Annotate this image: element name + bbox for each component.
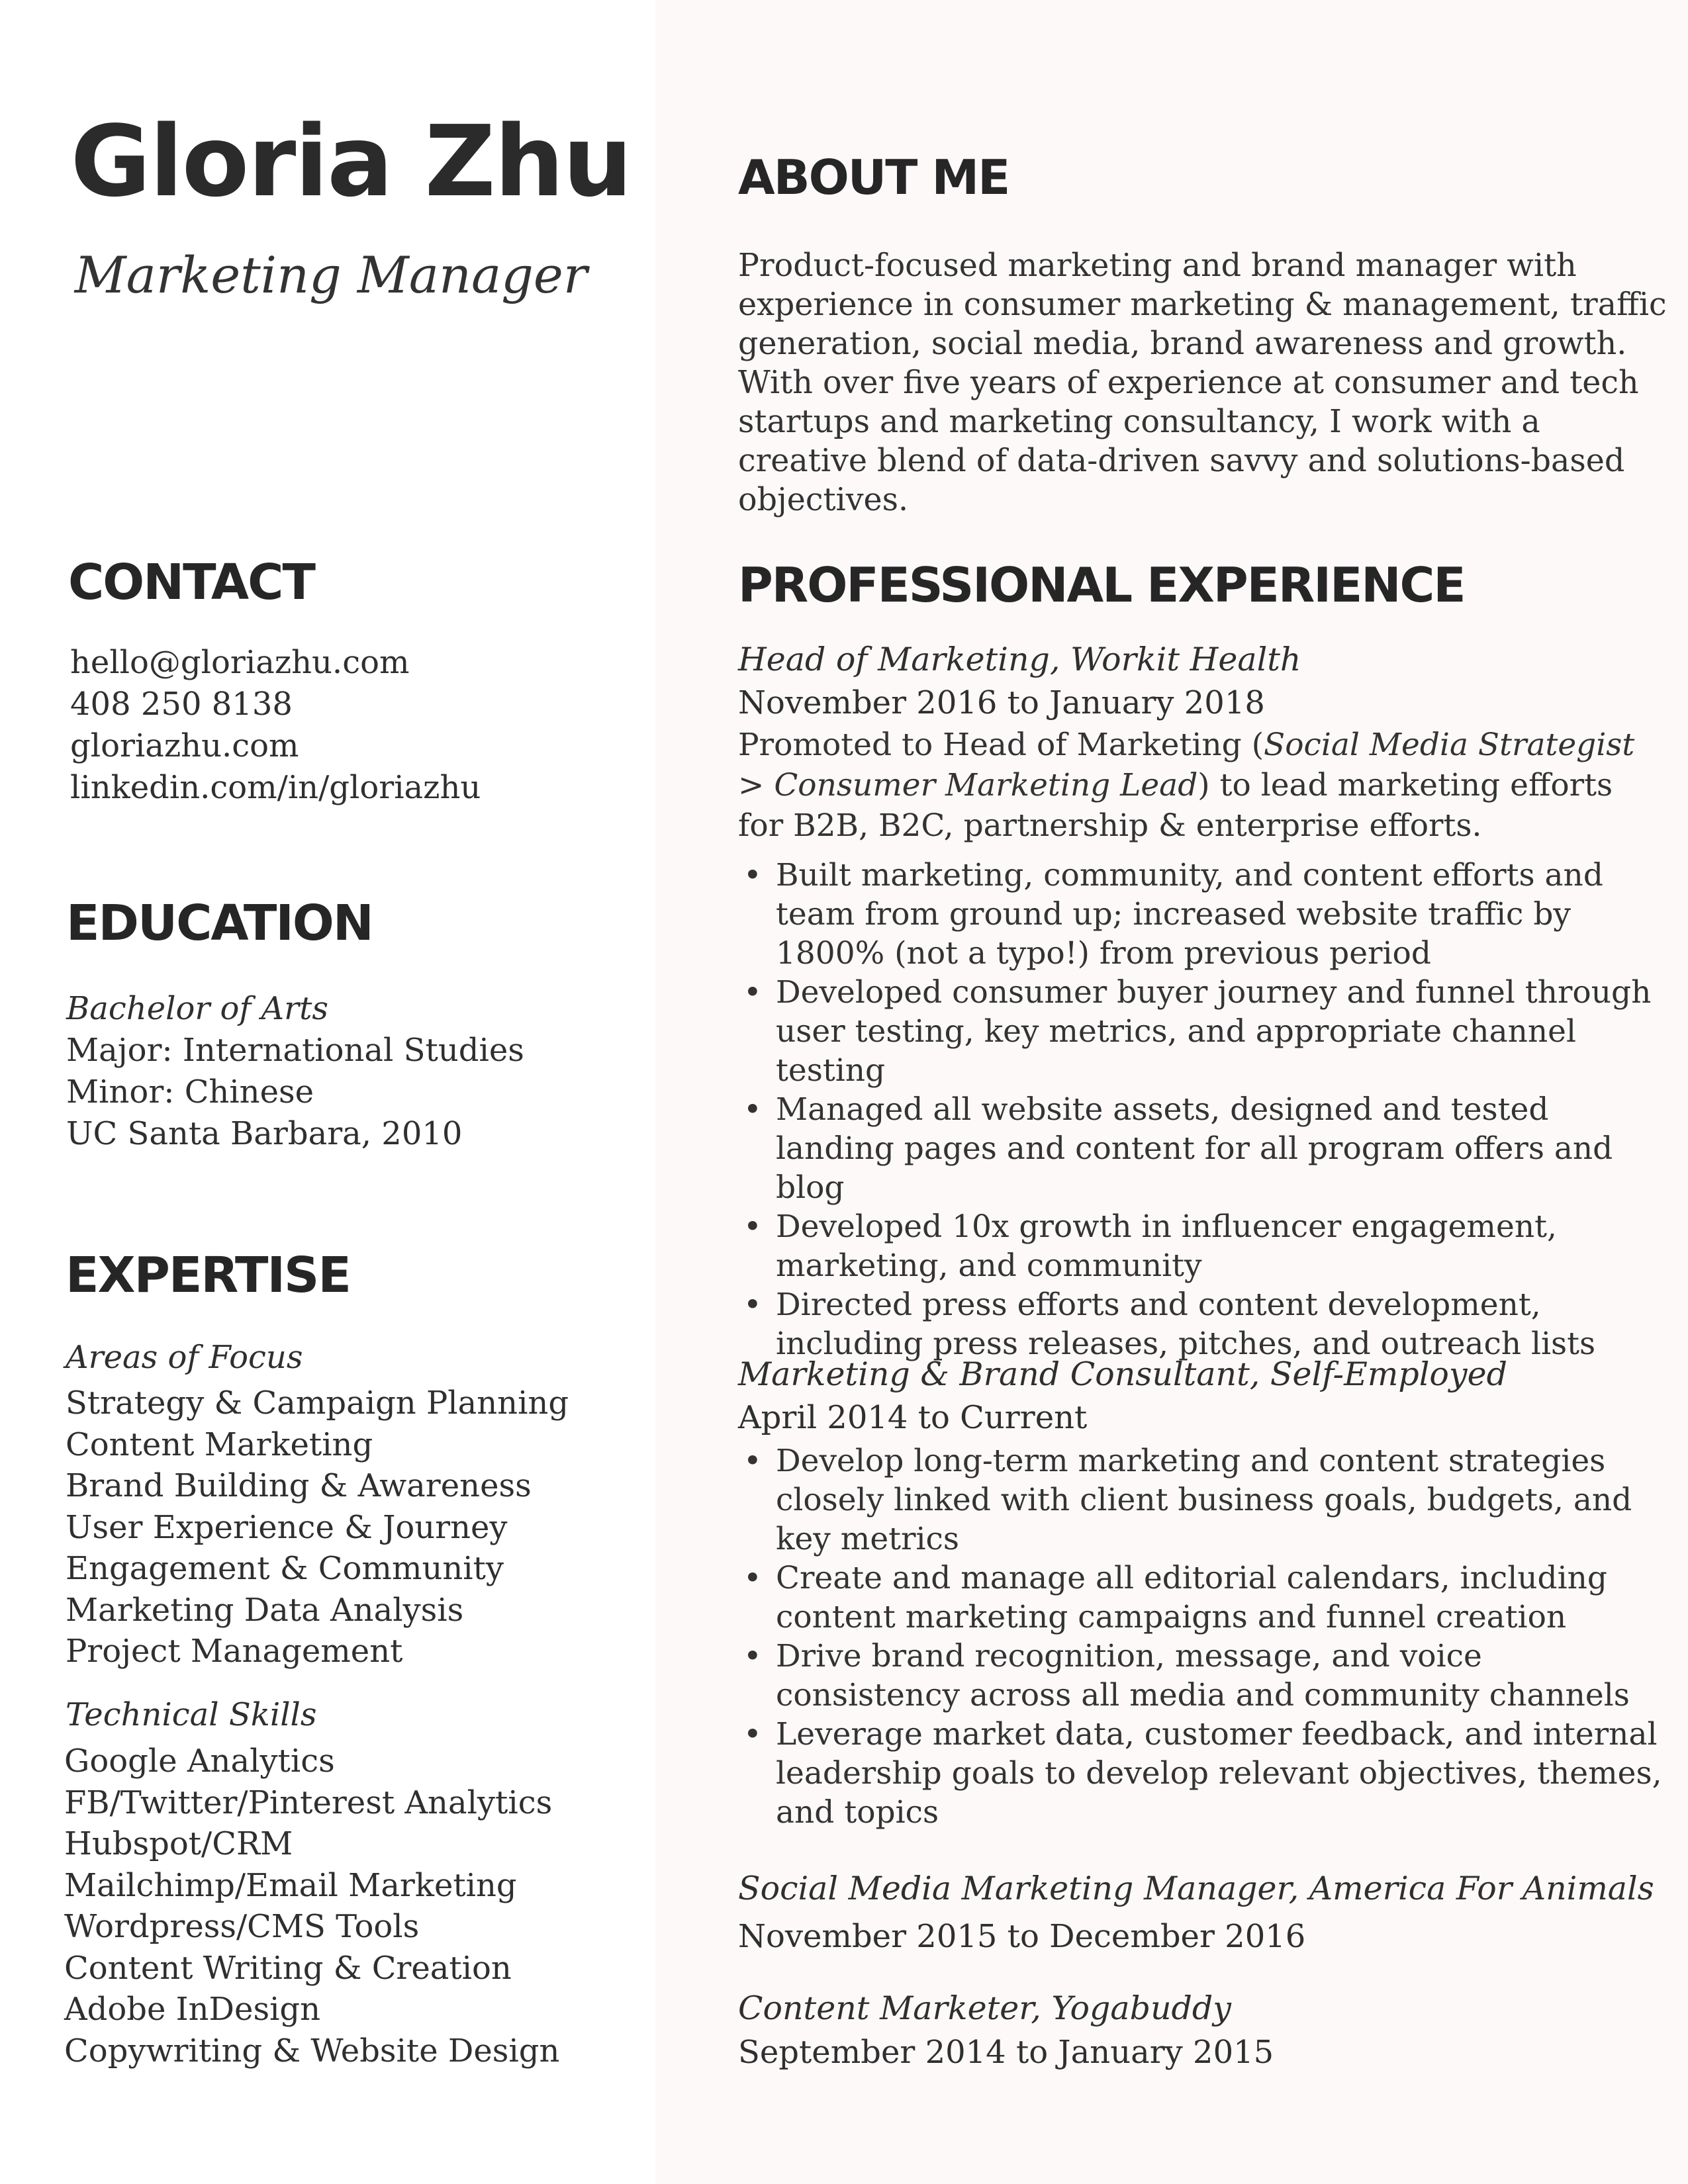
- about-text: Product-focused marketing and brand manager with experience in consumer marketing & management, traffic generation, social media, brand awareness and growth. With over five years of experience at consumer and tech startups and marketing consultancy, I work with a creative blend of data-driven savvy and solutions-based objectives.: [738, 248, 1667, 518]
- job-description-pre: Promoted to Head of Marketing (: [738, 727, 1264, 763]
- list-item: Adobe InDesign: [64, 1991, 321, 2028]
- bullet-icon: •: [743, 1560, 762, 1596]
- education-list: [66, 988, 524, 1155]
- list-item: • Developed consumer buyer journey and funnel through user testing, key metrics, and appropriate channel testing: [743, 974, 1652, 1089]
- job-description: [738, 725, 1658, 846]
- list-item: • Leverage market data, customer feedback, and internal leadership goals to develop relevant objectives, themes, and topics: [743, 1716, 1662, 1831]
- contact-website[interactable]: gloriazhu.com: [70, 727, 299, 764]
- list-item: Copywriting & Website Design: [64, 2032, 560, 2070]
- list-item: Content Writing & Creation: [64, 1949, 512, 1987]
- education-minor: Minor: Chinese: [66, 1073, 314, 1111]
- list-item: Strategy & Campaign Planning: [66, 1385, 569, 1422]
- list-item: • Built marketing, community, and content efforts and team from ground up; increased website traffic by 1800% (not a typo!) from previous period: [743, 857, 1603, 972]
- candidate-name: Gloria Zhu: [70, 105, 632, 218]
- list-item: Engagement & Community: [66, 1550, 504, 1587]
- education-degree: Bachelor of Arts: [66, 990, 328, 1027]
- job-title: Content Marketer, Yogabuddy: [738, 1989, 1231, 2027]
- list-item: • Develop long-term marketing and content strategies closely linked with client business goals, budgets, and key metrics: [743, 1443, 1632, 1557]
- list-item: Hubspot/CRM: [64, 1825, 293, 1862]
- bullet-icon: •: [743, 974, 762, 1011]
- job-dates: November 2016 to January 2018: [738, 684, 1265, 721]
- technical-skills-list: [64, 1741, 559, 2071]
- job-title: Marketing & Brand Consultant, Self-Employed: [738, 1355, 1507, 1393]
- contact-phone[interactable]: 408 250 8138: [70, 686, 293, 723]
- bullet-icon: •: [743, 1091, 762, 1128]
- list-item: • Developed 10x growth in influencer engagement, marketing, and community: [743, 1208, 1557, 1284]
- list-item: Mailchimp/Email Marketing: [64, 1866, 517, 1904]
- job-dates: September 2014 to January 2015: [738, 2034, 1274, 2071]
- areas-of-focus-list: [66, 1383, 569, 1672]
- list-item: Brand Building & Awareness: [66, 1467, 532, 1504]
- experience-heading: PROFESSIONAL EXPERIENCE: [738, 557, 1465, 613]
- bullet-icon: •: [743, 1287, 762, 1323]
- job-bullets: [738, 1441, 1665, 1832]
- bullet-icon: •: [743, 857, 762, 893]
- list-item: Wordpress/CMS Tools: [64, 1908, 420, 1945]
- contact-email[interactable]: hello@gloriazhu.com: [70, 644, 410, 681]
- job-description-italic: Social Media Strategist > Consumer Marketing Lead: [738, 727, 1635, 803]
- education-school: UC Santa Barbara, 2010: [66, 1115, 463, 1152]
- list-item: Marketing Data Analysis: [66, 1591, 464, 1629]
- list-item: • Create and manage all editorial calendars, including content marketing campaigns and funnel creation: [743, 1560, 1608, 1635]
- about-heading: ABOUT ME: [738, 150, 1009, 205]
- list-item: User Experience & Journey: [66, 1508, 508, 1546]
- job-title: Social Media Marketing Manager, America For Animals: [738, 1870, 1654, 1907]
- left-column: [0, 0, 655, 2184]
- list-item: Content Marketing: [66, 1426, 373, 1463]
- list-item: • Directed press efforts and content development, including press releases, pitches, and outreach lists: [743, 1287, 1596, 1362]
- technical-skills-label: Technical Skills: [66, 1696, 317, 1733]
- candidate-role: Marketing Manager: [74, 246, 588, 304]
- job-title: Head of Marketing, Workit Health: [738, 641, 1301, 678]
- list-item: Google Analytics: [64, 1743, 335, 1780]
- bullet-icon: •: [743, 1638, 762, 1674]
- bullet-icon: •: [743, 1716, 762, 1752]
- contact-list: [70, 642, 481, 809]
- list-item: • Managed all website assets, designed and tested landing pages and content for all program offers and blog: [743, 1091, 1613, 1206]
- job-bullets: [738, 856, 1665, 1363]
- contact-heading: CONTACT: [68, 554, 314, 611]
- areas-of-focus-label: Areas of Focus: [66, 1339, 303, 1376]
- job-dates: April 2014 to Current: [738, 1399, 1088, 1436]
- education-major: Major: International Studies: [66, 1032, 524, 1069]
- job-dates: November 2015 to December 2016: [738, 1918, 1306, 1955]
- expertise-heading: EXPERTISE: [66, 1247, 350, 1304]
- bullet-icon: •: [743, 1443, 762, 1479]
- list-item: • Drive brand recognition, message, and voice consistency across all media and community channels: [743, 1638, 1630, 1713]
- education-heading: EDUCATION: [66, 895, 373, 952]
- contact-linkedin[interactable]: linkedin.com/in/gloriazhu: [70, 769, 481, 806]
- bullet-icon: •: [743, 1208, 762, 1245]
- job-description-post: ) to lead marketing efforts for B2B, B2C, partnership & enterprise efforts.: [738, 767, 1613, 844]
- list-item: FB/Twitter/Pinterest Analytics: [64, 1784, 553, 1821]
- list-item: Project Management: [66, 1633, 403, 1670]
